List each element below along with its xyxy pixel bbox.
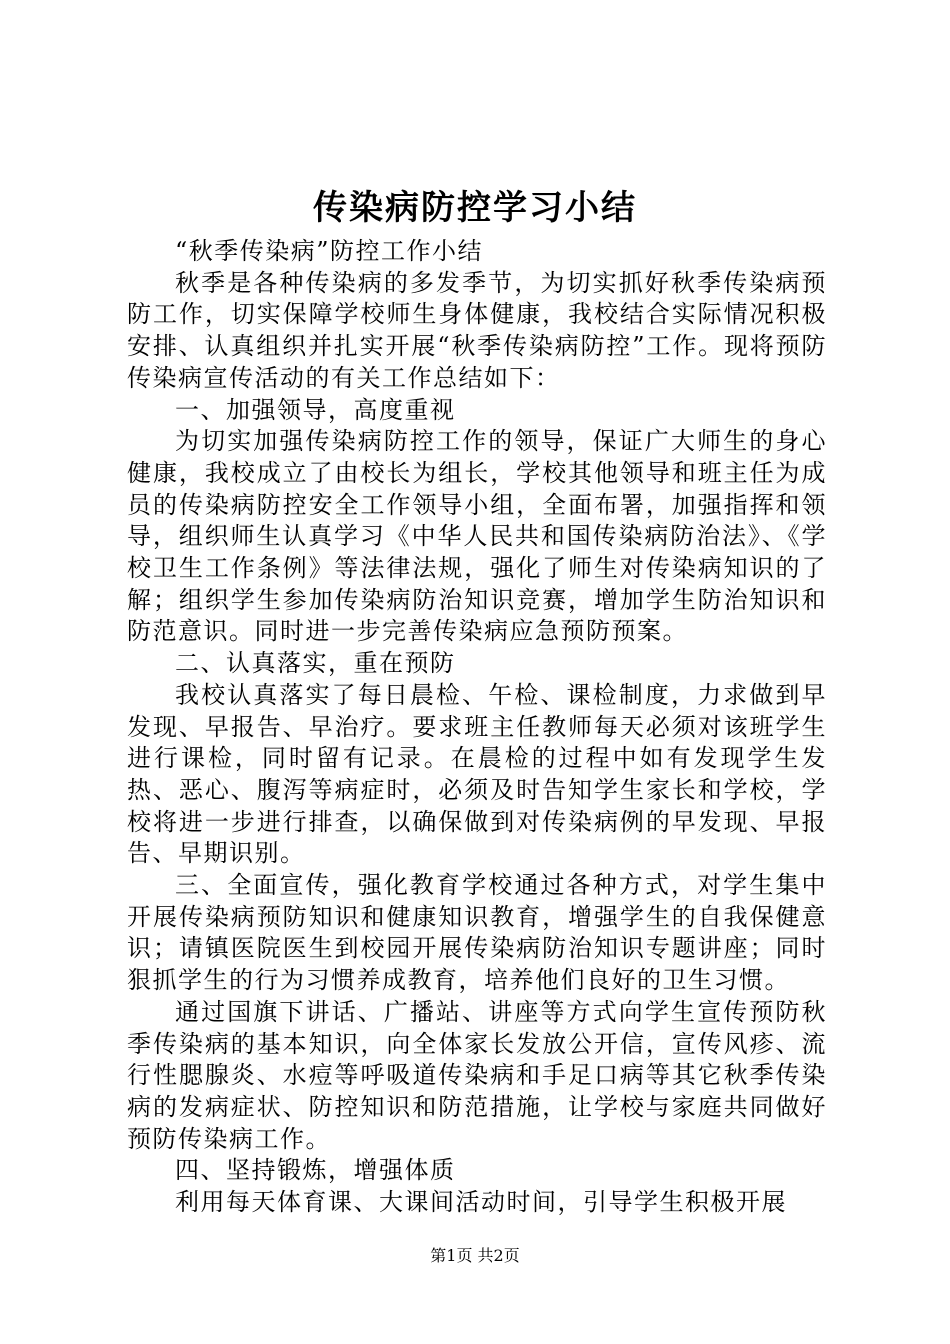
paragraph-section-3-cont: 通过国旗下讲话、广播站、讲座等方式向学生宣传预防秋季传染病的基本知识，向全体家长发放公开信，宣传风疹、流行性腮腺炎、水痘等呼吸道传染病和手足口病等其它秋季传染病的发病症状、防控知识和防范措施，让学校与家庭共同做好预防传染病工作。 — [127, 997, 827, 1153]
document-title: 传染病防控学习小结 — [313, 188, 637, 228]
page-number-footer: 第1页 共2页 — [430, 1246, 520, 1265]
paragraph-section-3: 三、全面宣传，强化教育学校通过各种方式，对学生集中开展传染病预防知识和健康知识教育，增强学生的自我保健意识；请镇医院医生到校园开展传染病防治知识专题讲座；同时狠抓学生的行为习惯养成教育，培养他们良好的卫生习惯。 — [127, 871, 827, 995]
document-body — [127, 236, 827, 1219]
section-heading-1: 一、加强领导，高度重视 — [175, 395, 456, 424]
paragraph-section-1: 为切实加强传染病防控工作的领导，保证广大师生的身心健康，我校成立了由校长为组长，学校其他领导和班主任为成员的传染病防控安全工作领导小组，全面布署，加强指挥和领导，组织师生认真学习《中华人民共和国传染病防治法》、《学校卫生工作条例》等法律法规，强化了师生对传染病知识的了解；组织学生参加传染病防治知识竞赛，增加学生防治知识和防范意识。同时进一步完善传染病应急预防预案。 — [127, 427, 827, 646]
section-heading-4: 四、坚持锻炼，增强体质 — [175, 1156, 456, 1185]
section-heading-2: 二、认真落实，重在预防 — [175, 649, 456, 678]
paragraph-subtitle: “秋季传染病”防控工作小结 — [175, 237, 484, 265]
paragraph-section-2: 我校认真落实了每日晨检、午检、课检制度，力求做到早发现、早报告、早治疗。要求班主任教师每天必须对该班学生进行课检，同时留有记录。在晨检的过程中如有发现学生发热、恶心、腹泻等病症时，必须及时告知学生家长和学校，学校将进一步进行排查，以确保做到对传染病例的早发现、早报告、早期识别。 — [127, 680, 827, 868]
paragraph-intro: 秋季是各种传染病的多发季节，为切实抓好秋季传染病预防工作，切实保障学校师生身体健康，我校结合实际情况积极安排、认真组织并扎实开展“秋季传染病防控”工作。现将预防传染病宣传活动的有关工作总结如下： — [127, 268, 827, 392]
paragraph-section-4: 利用每天体育课、大课间活动时间，引导学生积极开展 — [175, 1188, 787, 1217]
